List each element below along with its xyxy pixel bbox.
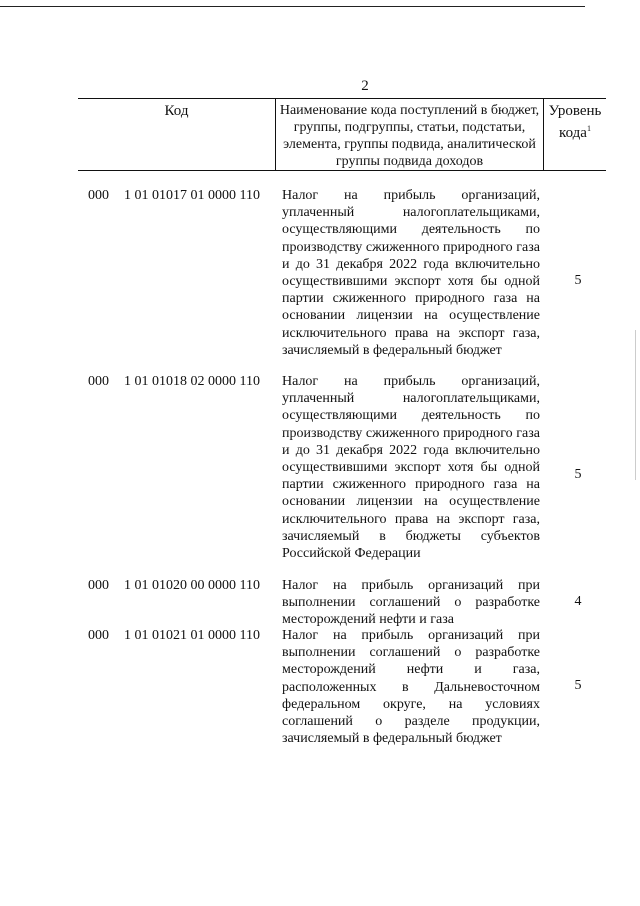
table-header-row (78, 99, 606, 170)
header-level (544, 99, 606, 170)
header-level-footnote: 1 (586, 124, 591, 133)
table-header (78, 98, 606, 171)
scan-edge-line (0, 6, 585, 7)
row-code: 1 01 01018 02 0000 110 (124, 374, 260, 389)
scan-edge-mark (635, 330, 636, 480)
table-row (88, 187, 606, 377)
row-code: 1 01 01017 01 0000 110 (124, 188, 260, 203)
row-code: 1 01 01021 01 0000 110 (124, 628, 260, 643)
header-name: Наименование кода поступлений в бюджет, группы, подгруппы, статьи, подстатьи, элемента, группы подвида, аналитической группы подвида доходов (276, 99, 544, 170)
row-description: Налог на прибыль организаций, уплаченный налогоплательщиками, осуществляющими деятельность по производству сжиженного природного газа и до 31 декабря 2022 года включительно осуществившими экспорт хотя бы одной партии сжиженного природного газа на основании лицензии на осуществление исключительного права на экспорт газа, зачисляемый в бюджеты субъектов Российской Федерации (282, 374, 540, 562)
row-code: 1 01 01020 00 0000 110 (124, 578, 260, 593)
row-level: 5 (574, 467, 582, 482)
row-prefix: 000 (88, 578, 109, 593)
row-level: 5 (574, 678, 582, 693)
row-prefix: 000 (88, 188, 109, 203)
row-prefix: 000 (88, 374, 109, 389)
row-description: Налог на прибыль организаций при выполнении соглашений о разработке месторождений нефти и газа (282, 578, 540, 628)
row-level: 5 (574, 273, 582, 288)
page-number: 2 (361, 78, 369, 94)
table-row (88, 627, 606, 752)
row-prefix: 000 (88, 628, 109, 643)
row-description: Налог на прибыль организаций, уплаченный налогоплательщиками, осуществляющими деятельность по производству сжиженного природного газа и до 31 декабря 2022 года включительно осуществившими экспорт хотя бы одной партии сжиженного природного газа на основании лицензии на осуществление исключительного права на экспорт газа, зачисляемый в федеральный бюджет (282, 188, 540, 358)
table-row (88, 577, 606, 632)
row-description: Налог на прибыль организаций при выполнении соглашений о разработке месторождений нефти и газа, расположенных в Дальневосточном федеральном округе, на условиях соглашений о разделе продукции, зачисляемый в федеральный бюджет (282, 628, 540, 747)
table-row (88, 373, 606, 578)
row-level: 4 (574, 594, 582, 609)
header-level-label: Уровень кода (548, 103, 602, 141)
header-code: Код (78, 99, 276, 170)
